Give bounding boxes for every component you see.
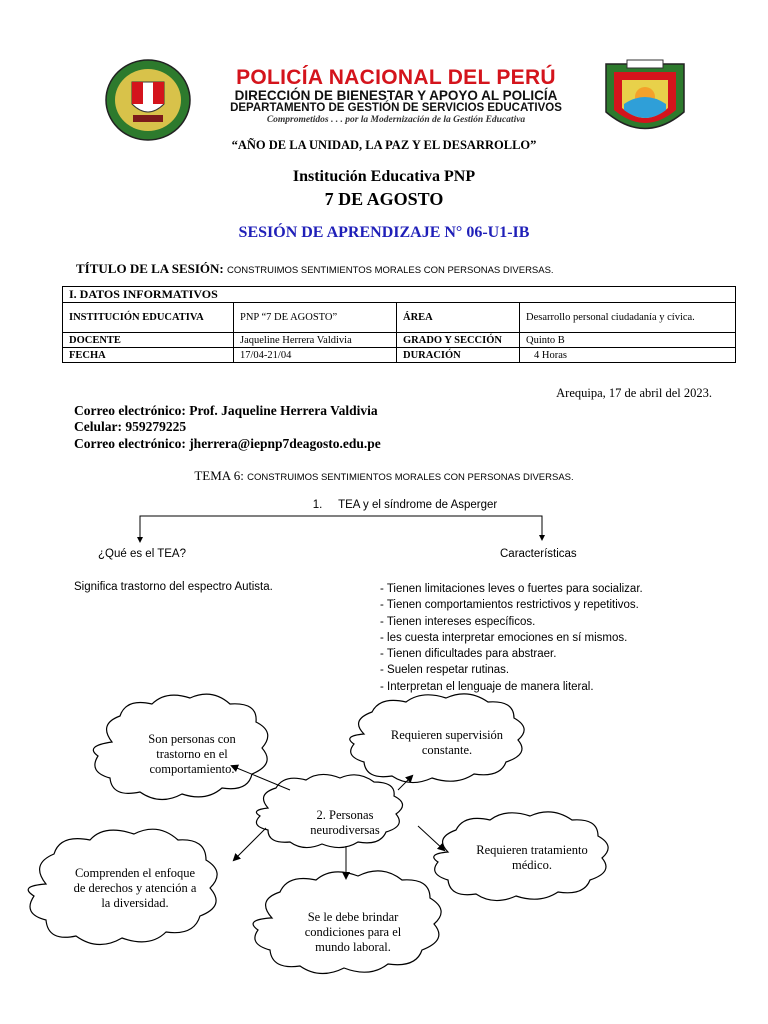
- list-item: - Tienen dificultades para abstraer.: [380, 648, 557, 661]
- session-name-value: CONSTRUIMOS SENTIMIENTOS MORALES CON PERSONAS DIVERSAS.: [227, 265, 554, 276]
- info-value: Desarrollo personal ciudadanía y cívica.: [520, 303, 736, 333]
- tema-label: TEMA 6:: [194, 468, 244, 483]
- info-table-heading: I. DATOS INFORMATIVOS: [63, 287, 736, 303]
- place-date: Arequipa, 17 de abril del 2023.: [556, 386, 712, 400]
- section-1-title: 1. TEA y el síndrome de Asperger: [312, 499, 498, 511]
- node-tratamiento: Requieren tratamiento médico.: [476, 843, 588, 872]
- list-item: - Tienen limitaciones leves o fuertes para socializar.: [380, 583, 643, 595]
- info-key: DURACIÓN: [397, 348, 520, 363]
- info-value: 17/04-21/04: [234, 348, 397, 363]
- info-value: Jaqueline Herrera Valdivia: [234, 333, 397, 348]
- institution-title: 7 DE AGOSTO: [324, 189, 444, 209]
- header-motto: Comprometidos . . . por la Modernización de la Gestión Educativa: [266, 115, 526, 125]
- info-key: GRADO Y SECCIÓN: [397, 333, 520, 348]
- contact-teacher: Correo electrónico: Prof. Jaqueline Herrera Valdivia: [74, 403, 378, 418]
- year-motto: “AÑO DE LA UNIDAD, LA PAZ Y EL DESARROLLO”: [231, 138, 537, 152]
- list-item: - Interpretan el lenguaje de manera literal.: [380, 680, 594, 693]
- tea-definition: Significa trastorno del espectro Autista.: [74, 581, 273, 593]
- list-item: - Tienen comportamientos restrictivos y repetitivos.: [380, 599, 639, 612]
- node-supervision: Requieren supervisión constante.: [390, 728, 504, 757]
- node-center: 2. Personas neurodiversas: [310, 808, 380, 837]
- info-value: 4 Horas: [520, 348, 736, 363]
- list-item: - les cuesta interpretar emociones en sí mismos.: [380, 631, 628, 644]
- contact-phone: Celular: 959279225: [74, 419, 187, 434]
- info-key: ÁREA: [397, 303, 520, 333]
- node-derechos: Comprenden el enfoque de derechos y atención a la diversidad.: [73, 866, 197, 910]
- info-key: DOCENTE: [63, 333, 234, 348]
- info-value: PNP “7 DE AGOSTO”: [234, 303, 397, 333]
- list-item: - Tienen intereses específicos.: [380, 615, 536, 628]
- header-directorate: DIRECCIÓN DE BIENESTAR Y APOYO AL POLICÍA: [234, 88, 558, 103]
- session-name-label: TÍTULO DE LA SESIÓN:: [76, 261, 224, 276]
- tema-value: CONSTRUIMOS SENTIMIENTOS MORALES CON PERSONAS DIVERSAS.: [247, 472, 574, 483]
- list-item: - Suelen respetar rutinas.: [380, 664, 510, 677]
- info-value: Quinto B: [520, 333, 736, 348]
- header-department: DEPARTAMENTO DE GESTIÓN DE SERVICIOS EDUCATIVOS: [230, 102, 562, 114]
- institution-name: Institución Educativa PNP: [292, 168, 476, 185]
- info-key: FECHA: [63, 348, 234, 363]
- node-personas: Son personas con trastorno en el comportamiento.: [148, 732, 236, 776]
- header-title: POLICÍA NACIONAL DEL PERÚ: [236, 66, 556, 89]
- session-title: SESIÓN DE APRENDIZAJE N° 06-U1-IB: [238, 224, 530, 241]
- tea-heading: ¿Qué es el TEA?: [98, 548, 186, 560]
- node-laboral: Se le debe brindar condiciones para el mundo laboral.: [304, 910, 402, 954]
- info-key: INSTITUCIÓN EDUCATIVA: [63, 303, 234, 333]
- contact-email: Correo electrónico: jherrera@iepnp7deagosto.edu.pe: [74, 436, 381, 451]
- characteristics-heading: Características: [500, 548, 577, 560]
